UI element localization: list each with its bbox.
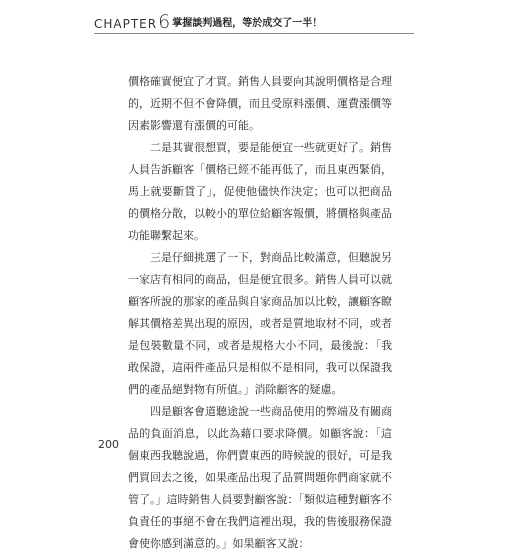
paragraph-continued: 價格確實便宜了才買。銷售人員要向其說明價格是合理的，近期不但不會降價，而且受原料漲價、運費漲價等因素影響還有漲價的可能。 xyxy=(128,75,392,132)
running-header xyxy=(94,11,323,33)
paragraph-third-case: 三是仔細挑選了一下，對商品比較滿意，但聽說另一家店有相同的商品，但是便宜很多。銷售人員可以就顧客所說的那家的產品與自家商品加以比較，讓顧客瞭解其價格差異出現的原因，或者是質地取材不同，或者是包裝數量不同，或者是規格大小不同，最後說：「我敢保證，這兩件產品只是相似不是相同，我可以保證我們的產品絕對物有所值。」消除顧客的疑慮。 xyxy=(128,251,392,396)
body-text xyxy=(128,71,392,555)
header-divider xyxy=(94,33,414,34)
chapter-title: 掌握談判過程，等於成交了一半！ xyxy=(172,18,323,29)
paragraph-fourth-case: 四是顧客會道聽途說一些商品使用的弊端及有關商品的負面消息，以此為藉口要求降價。如顧客說：「這個東西我聽說過，你們賣東西的時候說的很好，可是我們買回去之後，如果產品出現了品質問題你們商家就不管了。」這時銷售人員要對顧客說：「類似這種對顧客不負責任的事絕不會在我們這裡出現，我的售後服務保證會使你感到滿意的。」如果顧客又說： xyxy=(128,405,392,550)
page-number: 200 xyxy=(98,438,119,451)
chapter-number: 6 xyxy=(158,11,171,33)
chapter-label: CHAPTER xyxy=(94,17,158,31)
paragraph-second-case: 二是其實很想買，要是能便宜一些就更好了。銷售人員告訴顧客「價格已經不能再低了，而且東西緊俏，馬上就要斷貨了」，促使他儘快作決定；也可以把商品的價格分散，以較小的單位給顧客報價，將價格與產品功能聯繫起來。 xyxy=(128,141,392,242)
